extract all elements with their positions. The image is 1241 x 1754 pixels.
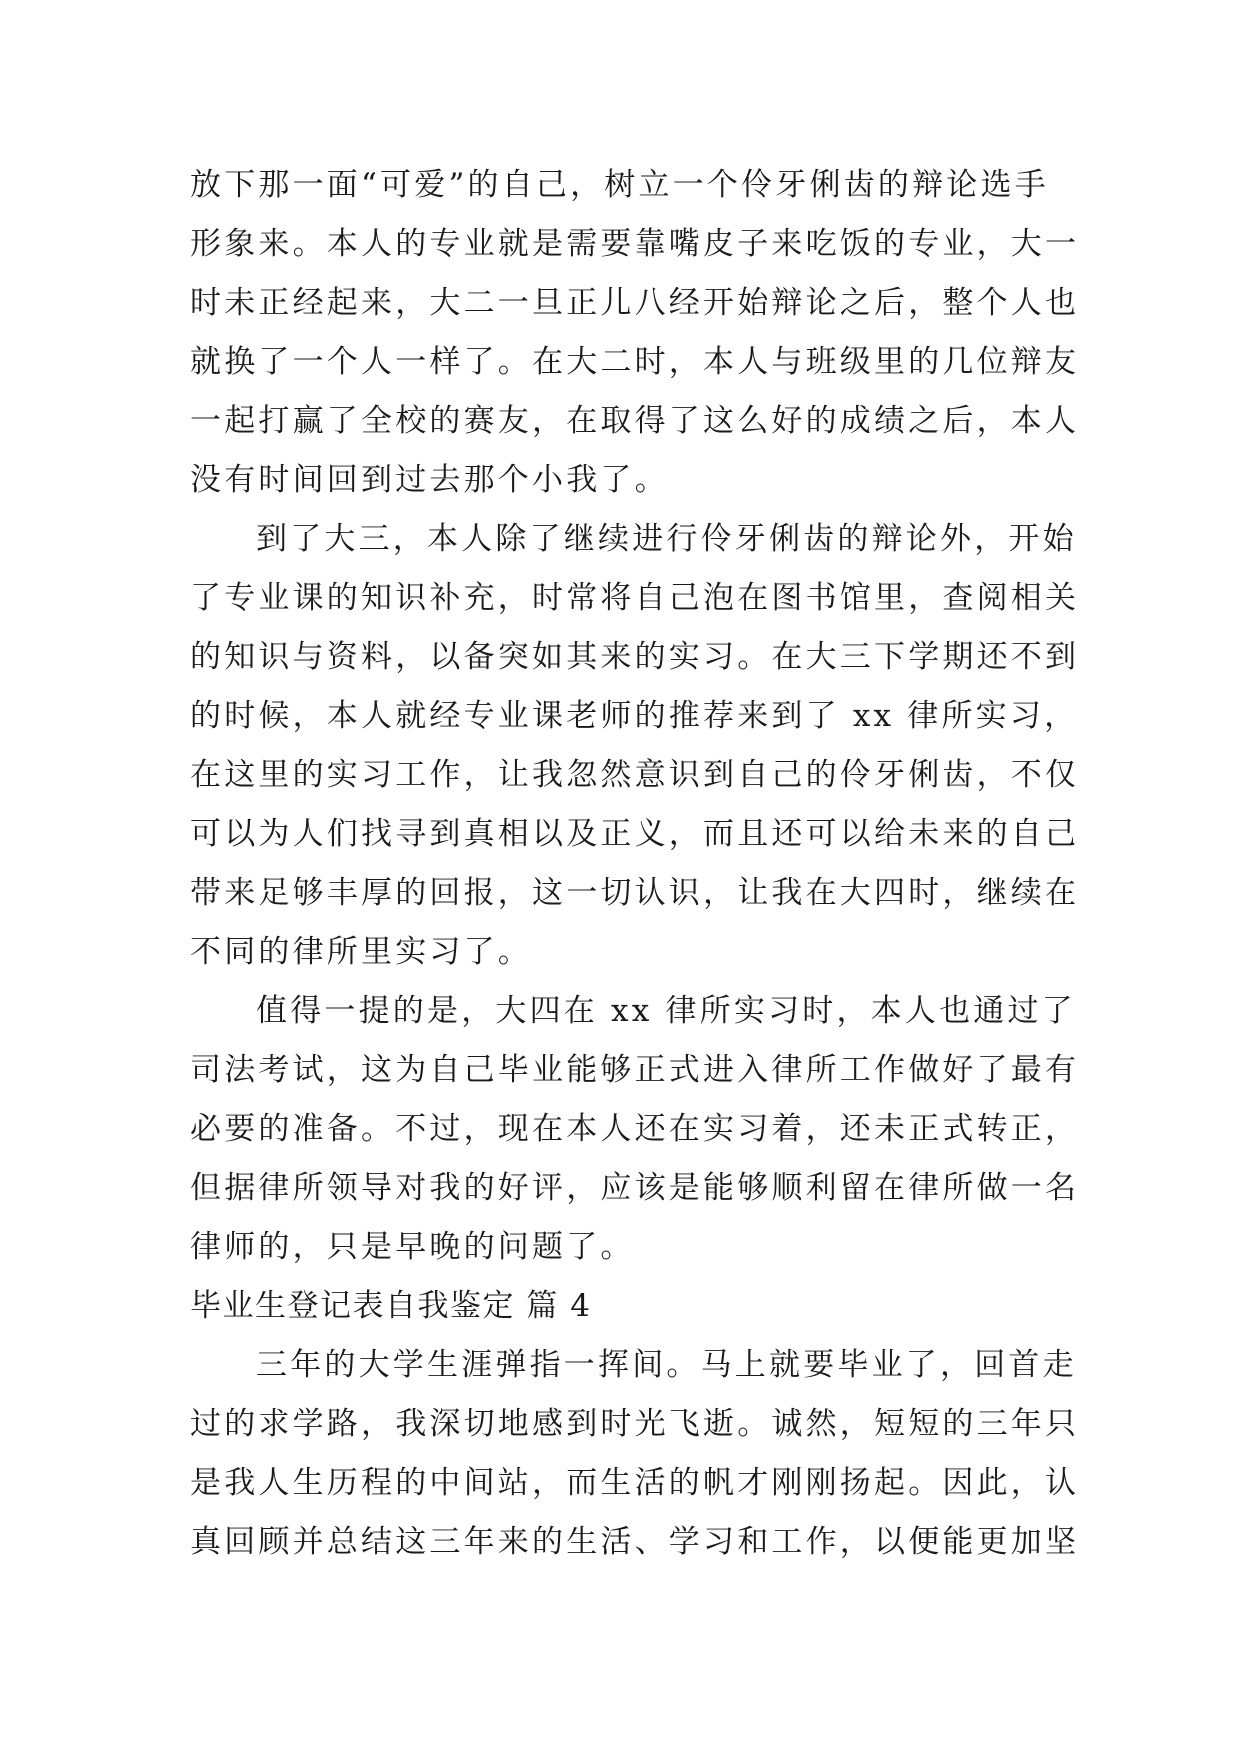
text-line: 可以为人们找寻到真相以及正义，而且还可以给未来的自己 (190, 816, 1080, 852)
text-line: 带来足够丰厚的回报，这一切认识，让我在大四时，继续在 (190, 875, 1080, 911)
text-line: 的知识与资料，以备突如其来的实习。在大三下学期还不到 (190, 639, 1080, 675)
paragraph-4 (190, 1336, 1080, 1572)
text-line: 是我人生历程的中间站，而生活的帆才刚刚扬起。因此，认 (190, 1465, 1080, 1501)
text-line: 不同的律所里实习了。 (190, 934, 532, 970)
paragraph-3 (190, 982, 1080, 1277)
text-line: 律师的，只是早晚的问题了。 (190, 1229, 635, 1265)
text-line: 必要的准备。不过，现在本人还在实习着，还未正式转正， (190, 1111, 1080, 1147)
text-line: 形象来。本人的专业就是需要靠嘴皮子来吃饭的专业，大一 (190, 226, 1080, 262)
text-line: 就换了一个人一样了。在大二时，本人与班级里的几位辩友 (190, 344, 1080, 380)
text-line: 过的求学路，我深切地感到时光飞逝。诚然，短短的三年只 (190, 1406, 1080, 1442)
text-line: 放下那一面“可爱”的自己，树立一个伶牙俐齿的辩论选手 (190, 167, 1049, 203)
text-line: 的时候，本人就经专业课老师的推荐来到了 xx 律所实习， (190, 698, 1079, 734)
text-line: 到了大三，本人除了继续进行伶牙俐齿的辩论外，开始 (256, 521, 1077, 557)
paragraph-1 (190, 156, 1080, 510)
text-line: 一起打赢了全校的赛友，在取得了这么好的成绩之后，本人 (190, 403, 1080, 439)
document-body (190, 156, 1080, 1572)
text-line: 但据律所领导对我的好评，应该是能够顺利留在律所做一名 (190, 1170, 1080, 1206)
text-line: 司法考试，这为自己毕业能够正式进入律所工作做好了最有 (190, 1052, 1080, 1088)
text-line: 真回顾并总结这三年来的生活、学习和工作，以便能更加坚 (190, 1524, 1080, 1560)
text-line: 没有时间回到过去那个小我了。 (190, 462, 669, 498)
text-line: 值得一提的是，大四在 xx 律所实习时，本人也通过了 (256, 993, 1076, 1029)
paragraph-2 (190, 510, 1080, 982)
text-line: 时未正经起来，大二一旦正儿八经开始辩论之后，整个人也 (190, 285, 1080, 321)
text-line: 三年的大学生涯弹指一挥间。马上就要毕业了，回首走 (256, 1347, 1077, 1383)
text-line: 了专业课的知识补充，时常将自己泡在图书馆里，查阅相关 (190, 580, 1080, 616)
text-line: 在这里的实习工作，让我忽然意识到自己的伶牙俐齿，不仅 (190, 757, 1080, 793)
section-heading: 毕业生登记表自我鉴定 篇 4 (190, 1288, 592, 1324)
